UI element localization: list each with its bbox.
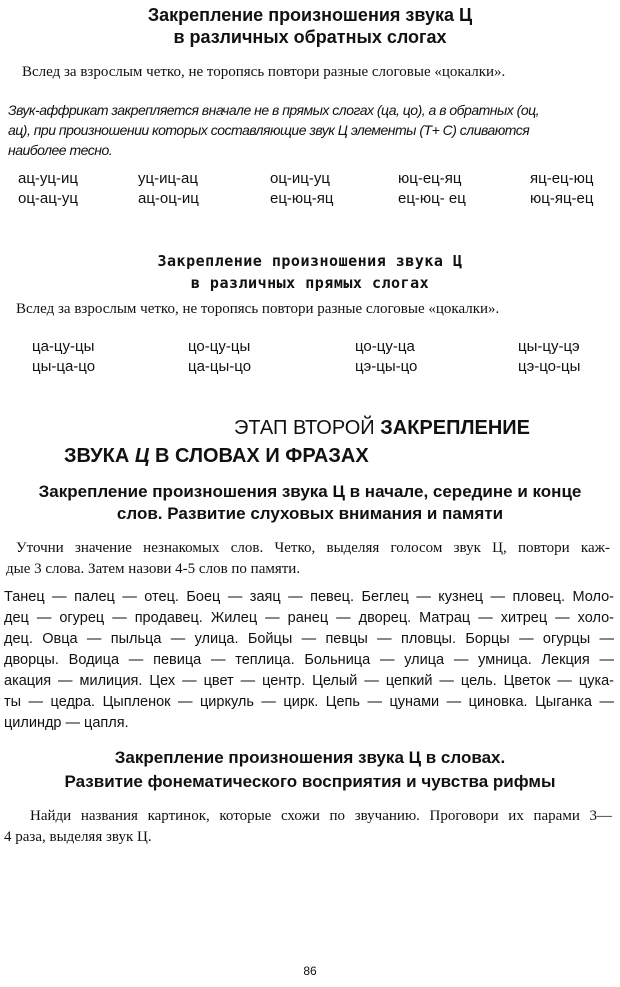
section4-title-line2: Развитие фонематического восприятия и чувства рифмы — [64, 772, 556, 791]
syllable-cell: цо-цу-ца — [355, 338, 415, 355]
stage-label: ЭТАП ВТОРОЙ — [234, 417, 375, 439]
section2-title — [0, 250, 620, 294]
stage-title-part1: ЗАКРЕПЛЕНИЕ — [380, 417, 531, 439]
text-line: дец. Овца — пыльца — улица. Бойцы — певцы — пловцы. Борцы — огурцы — — [4, 631, 614, 647]
section3-title-line2: слов. Развитие слуховых внимания и памяти — [116, 504, 504, 523]
section2-title-line2: в различных прямых слогах — [190, 274, 430, 292]
text-line: Танец — палец — отец. Боец — заяц — певец. Беглец — кузнец — пловец. Моло- — [4, 589, 614, 605]
section1-note-line2: ац), при произношении которых составляющие звук Ц элементы (Т+ С) сливаются — [8, 122, 530, 138]
syllable-cell: цы-ца-цо — [32, 358, 96, 375]
stage-title-part2: ЗВУКА — [64, 445, 135, 467]
text-line: акация — милиция. Цех — цвет — центр. Целый — цепкий — цель. Цветок — цука- — [4, 673, 614, 689]
syllable-cell: ац-уц-иц — [18, 170, 78, 187]
syllable-cell: ец-юц- ец — [398, 190, 466, 207]
section1-title — [0, 4, 620, 48]
section3-word-text — [4, 587, 614, 734]
section4-instruction — [4, 806, 612, 848]
text-line: дец — огурец — продавец. Жилец — ранец — дворец. Матрац — хитрец — холо- — [4, 610, 614, 626]
stage-title-part3: В СЛОВАХ И ФРАЗАХ — [149, 445, 369, 467]
section4-instruction-line2: 4 раза, выделяя звук Ц. — [4, 829, 152, 845]
syllable-cell: ец-юц-яц — [270, 190, 334, 207]
section4-instruction-line1: Найди названия картинок, которые схожи по звучанию. Проговори их парами 3— — [30, 808, 612, 824]
syllable-cell: юц-ец-яц — [398, 170, 462, 187]
syllable-cell: цэ-цо-цы — [518, 358, 581, 375]
syllable-cell: оц-ац-уц — [18, 190, 78, 207]
section4-title-line1: Закрепление произношения звука Ц в словах. — [114, 748, 506, 767]
stage-heading-line2 — [0, 442, 620, 470]
syllable-cell: цэ-цы-цо — [355, 358, 418, 375]
section3-instruction-line2: дые 3 слова. Затем назови 4-5 слов по памяти. — [6, 561, 301, 577]
section1-note — [8, 100, 612, 160]
section3-instruction — [6, 538, 610, 580]
syllable-cell: оц-иц-уц — [270, 170, 330, 187]
page-number: 86 — [303, 964, 317, 978]
text-line: цилиндр — цапля. — [4, 715, 129, 731]
section3-title — [0, 481, 620, 525]
syllable-cell: цы-цу-цэ — [518, 338, 580, 355]
section4-title — [0, 746, 620, 794]
section1-instruction: Вслед за взрослым четко, не торопясь повтори разные слоговые «цокалки». — [22, 64, 506, 80]
text-line: ты — цедра. Цыпленок — циркуль — цирк. Цепь — цунами — циновка. Цыганка — — [4, 694, 614, 710]
text-line: дворцы. Водица — певица — теплица. Больница — улица — умница. Лекция — — [4, 652, 614, 668]
syllable-cell: ца-цы-цо — [188, 358, 252, 375]
syllable-cell: ац-оц-иц — [138, 190, 199, 207]
section2-title-line1: Закрепление произношения звука Ц — [157, 252, 463, 270]
section1-title-line2: в различных обратных слогах — [173, 27, 447, 47]
section1-title-line1: Закрепление произношения звука Ц — [147, 5, 473, 25]
section3-instruction-line1: Уточни значение незнакомых слов. Четко, выделяя голосом звук Ц, повтори каж- — [16, 540, 610, 556]
section2-instruction: Вслед за взрослым четко, не торопясь повтори разные слоговые «цокалки». — [16, 301, 500, 317]
syllable-cell: ца-цу-цы — [32, 338, 95, 355]
stage-heading — [0, 414, 620, 470]
syllable-cell: яц-ец-юц — [530, 170, 594, 187]
syllable-cell: юц-яц-ец — [530, 190, 594, 207]
syllable-cell: цо-цу-цы — [188, 338, 251, 355]
stage-title-letter: Ц — [134, 445, 150, 467]
section1-note-line1: Звук-аффрикат закрепляется вначале не в прямых слогах (ца, цо), а в обратных (оц, — [8, 102, 540, 118]
section3-title-line1: Закрепление произношения звука Ц в начале, середине и конце — [38, 482, 582, 501]
stage-heading-line1 — [0, 414, 620, 442]
syllable-cell: уц-иц-ац — [138, 170, 198, 187]
section1-note-line3: наиболее тесно. — [8, 142, 113, 158]
